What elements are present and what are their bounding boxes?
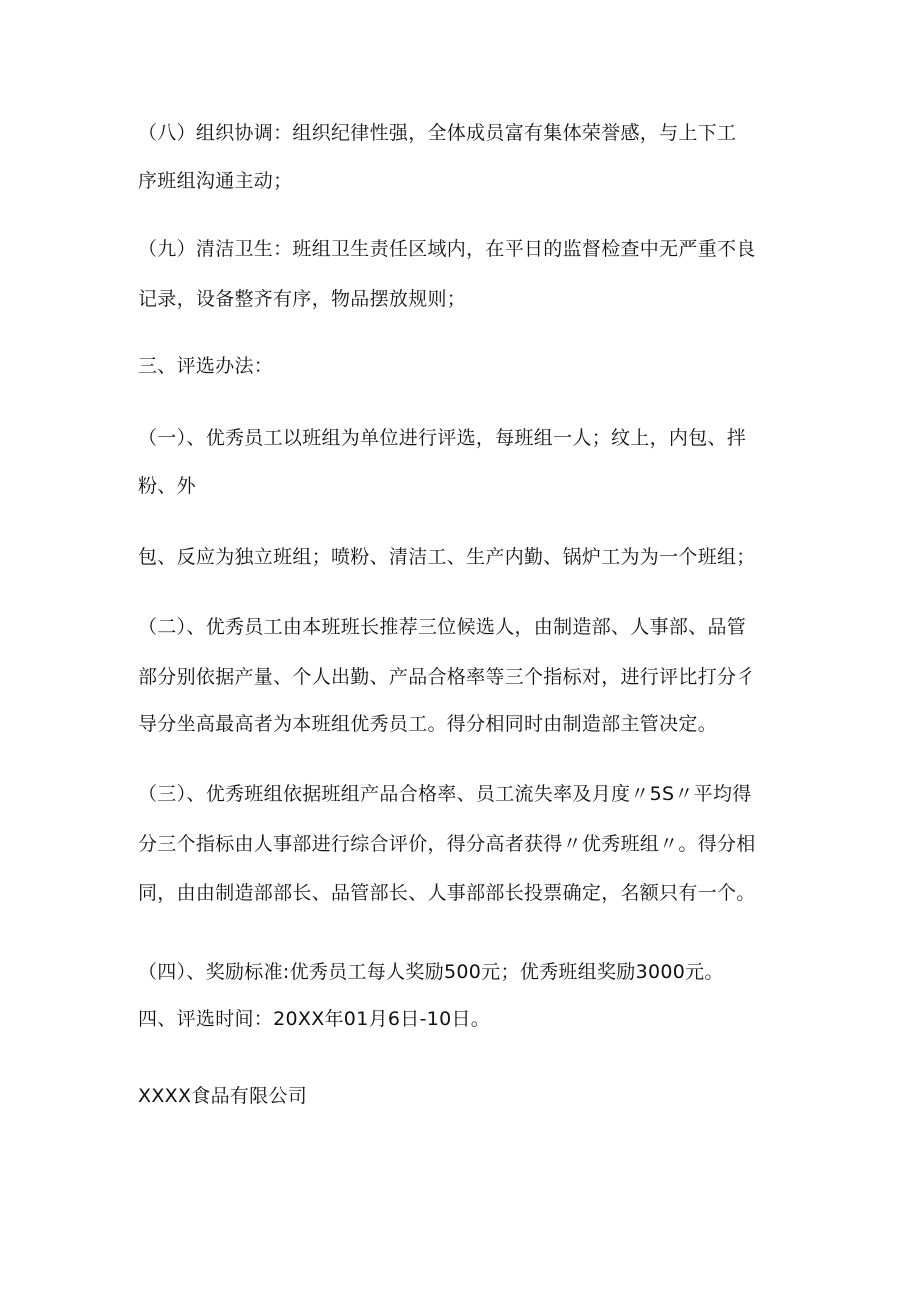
- text-line: 分三个指标由人事部进行综合评价，得分高者获得〃优秀班组〃。得分相: [138, 833, 756, 855]
- text-line: 包、反应为独立班组；喷粉、清洁工、生产内勤、锅炉工为为一个班组；: [138, 546, 756, 568]
- text-line: 粉、外: [138, 475, 196, 497]
- text-line: （九）清洁卫生：班组卫生责任区域内，在平日的监督检查中无严重不良: [138, 238, 756, 260]
- text-line: 部分别依据产量、个人出勤、产品合格率等三个指标对，进行评比打分彳: [138, 666, 756, 688]
- section-heading: 三、评选办法：: [138, 355, 274, 377]
- section-heading: 四、评选时间：20XX年01月6日-10日。: [138, 1008, 491, 1030]
- text-line: 导分坐高最高者为本班组优秀员工。得分相同时由制造部主管决定。: [138, 713, 718, 735]
- company-name: XXXX食品有限公司: [138, 1085, 308, 1107]
- text-line: （一）、优秀员工以班组为单位进行评选，每班组一人；纹上，内包、拌: [138, 427, 747, 449]
- text-line: 序班组沟通主动；: [138, 170, 293, 192]
- text-line: （四）、奖励标准:优秀员工每人奖励500元；优秀班组奖励3000元。: [138, 961, 724, 983]
- text-line: （八）组织协调：组织纪律性强，全体成员富有集体荣誉感，与上下工: [138, 122, 737, 144]
- text-line: （三）、优秀班组依据班组产品合格率、员工流失率及月度〃5S〃平均得: [138, 783, 752, 805]
- text-line: （二）、优秀员工由本班班长推荐三位候选人，由制造部、人事部、品管: [138, 616, 747, 638]
- text-line: 记录，设备整齐有序，物品摆放规则；: [138, 288, 467, 310]
- text-line: 同，由由制造部部长、品管部长、人事部部长投票确定，名额只有一个。: [138, 882, 756, 904]
